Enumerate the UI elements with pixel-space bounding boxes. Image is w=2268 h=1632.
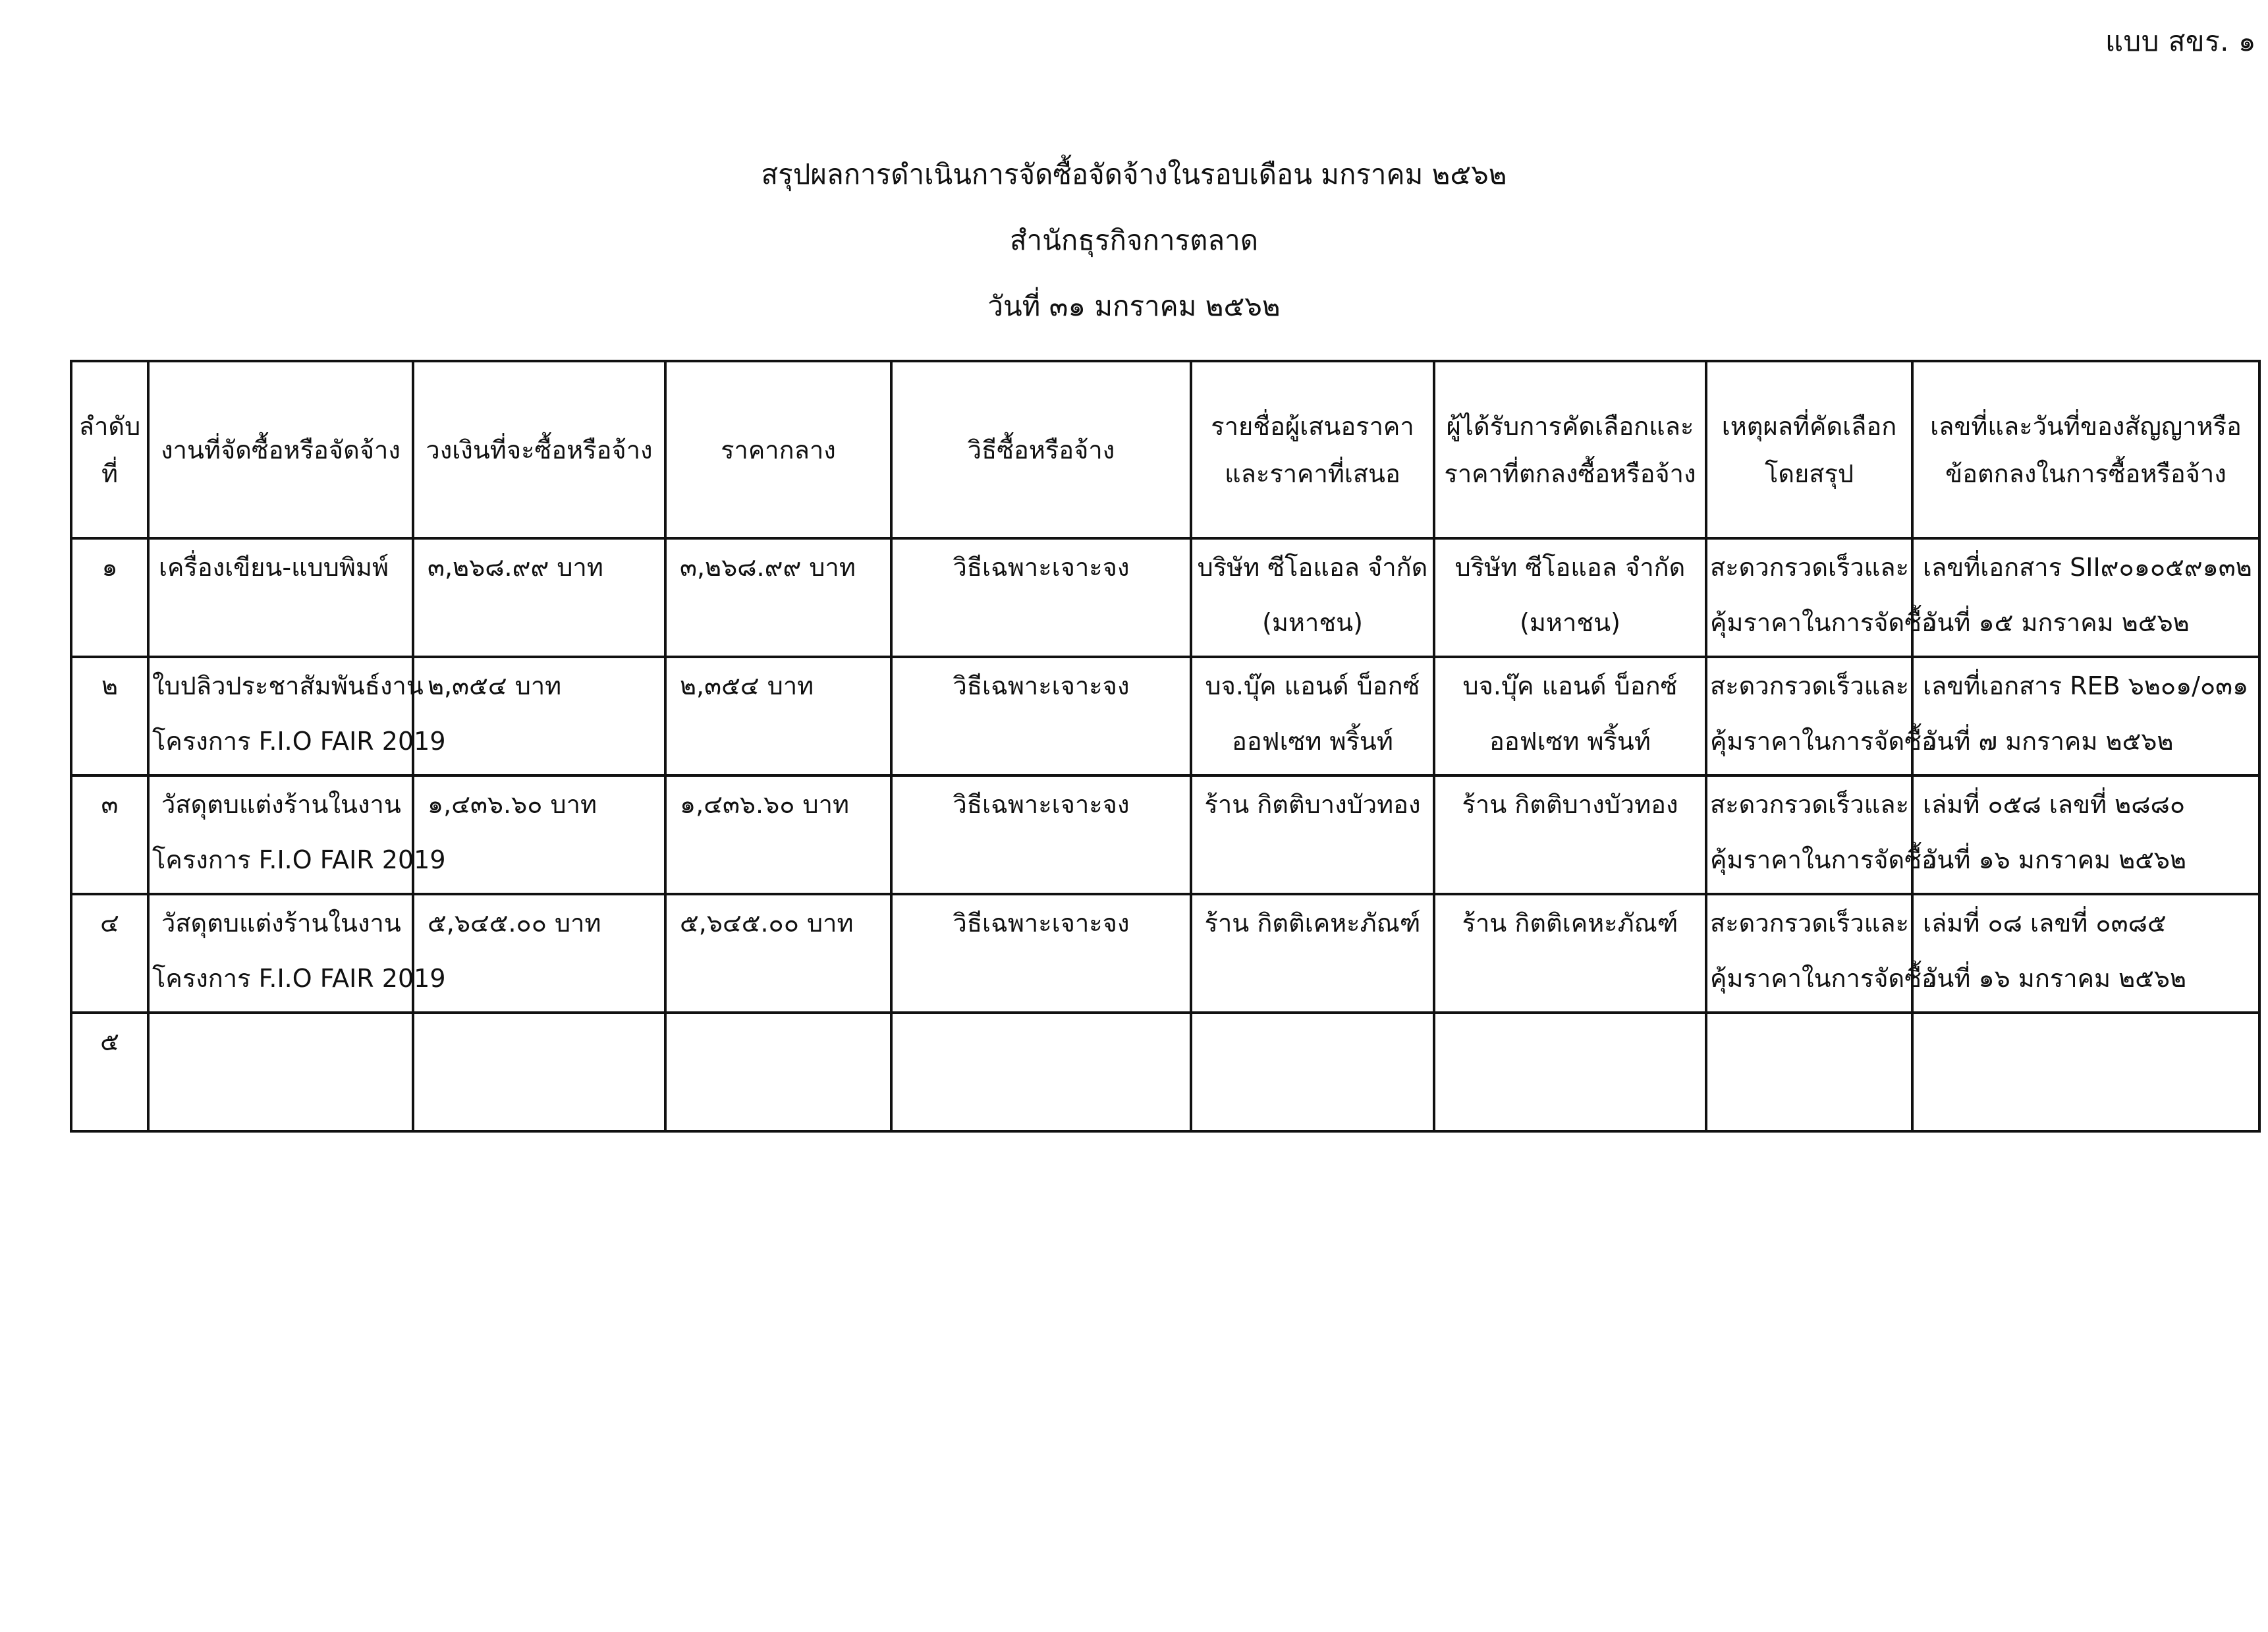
median-price-cell: ๑,๔๓๖.๖๐ บาท <box>665 775 891 894</box>
budget-cell: ๕,๖๔๕.๐๐ บาท <box>413 894 665 1013</box>
bidders-cell: บจ.บุ๊ค แอนด์ บ็อกซ์ ออฟเซท พริ้นท์ <box>1191 657 1434 775</box>
item-cell: วัสดุตบแต่งร้านในงาน โครงการ F.I.O FAIR 2019 <box>148 894 413 1013</box>
method-cell <box>891 1013 1191 1131</box>
column-header-contract: เลขที่และวันที่ของสัญญาหรือ ข้อตกลงในการซื้อหรือจ้าง <box>1912 361 2259 538</box>
contract-cell: เล่มที่ ๐๘ เลขที่ ๐๓๘๕ วันที่ ๑๖ มกราคม ๒๕๖๒ <box>1912 894 2259 1013</box>
table-row <box>71 538 2259 657</box>
budget-cell: ๑,๔๓๖.๖๐ บาท <box>413 775 665 894</box>
method-cell: วิธีเฉพาะเจาะจง <box>891 894 1191 1013</box>
procurement-table <box>70 360 2261 1133</box>
column-header-method: วิธีซื้อหรือจ้าง <box>891 361 1191 538</box>
row-number: ๔ <box>71 894 148 1013</box>
report-date: วันที่ ๓๑ มกราคม ๒๕๖๒ <box>987 290 1281 322</box>
table-row <box>71 1013 2259 1131</box>
bidders-cell: ร้าน กิตติเคหะภัณฑ์ <box>1191 894 1434 1013</box>
table-header-row <box>71 361 2259 538</box>
selected-cell <box>1434 1013 1706 1131</box>
method-cell: วิธีเฉพาะเจาะจง <box>891 657 1191 775</box>
item-cell <box>148 1013 413 1131</box>
column-header-reason: เหตุผลที่คัดเลือก โดยสรุป <box>1706 361 1912 538</box>
item-cell: เครื่องเขียน-แบบพิมพ์ <box>148 538 413 657</box>
median-price-cell: ๕,๖๔๕.๐๐ บาท <box>665 894 891 1013</box>
column-header-median-price: ราคากลาง <box>665 361 891 538</box>
contract-cell: เลขที่เอกสาร REB ๖๒๐๑/๐๓๑ วันที่ ๗ มกราคม ๒๕๖๒ <box>1912 657 2259 775</box>
median-price-cell <box>665 1013 891 1131</box>
column-header-no: ลำดับ ที่ <box>71 361 148 538</box>
reason-cell: สะดวกรวดเร็วและ คุ้มราคาในการจัดซื้อ <box>1706 657 1912 775</box>
reason-cell: สะดวกรวดเร็วและ คุ้มราคาในการจัดซื้อ <box>1706 775 1912 894</box>
contract-cell: เลขที่เอกสาร SII๙๐๑๐๕๙๑๓๒ วันที่ ๑๕ มกราคม ๒๕๖๒ <box>1912 538 2259 657</box>
bidders-cell: ร้าน กิตติบางบัวทอง <box>1191 775 1434 894</box>
agency-name: สำนักธุรกิจการตลาด <box>1009 224 1259 256</box>
table-row <box>71 775 2259 894</box>
form-code: แบบ สขร. ๑ <box>2105 25 2256 57</box>
reason-cell: สะดวกรวดเร็วและ คุ้มราคาในการจัดซื้อ <box>1706 538 1912 657</box>
column-header-bidders: รายชื่อผู้เสนอราคา และราคาที่เสนอ <box>1191 361 1434 538</box>
selected-cell: บริษัท ซีโอแอล จำกัด (มหาชน) <box>1434 538 1706 657</box>
method-cell: วิธีเฉพาะเจาะจง <box>891 775 1191 894</box>
budget-cell: ๓,๒๖๘.๙๙ บาท <box>413 538 665 657</box>
column-header-item: งานที่จัดซื้อหรือจัดจ้าง <box>148 361 413 538</box>
selected-cell: ร้าน กิตติบางบัวทอง <box>1434 775 1706 894</box>
item-cell: วัสดุตบแต่งร้านในงาน โครงการ F.I.O FAIR 2019 <box>148 775 413 894</box>
selected-cell: ร้าน กิตติเคหะภัณฑ์ <box>1434 894 1706 1013</box>
row-number: ๓ <box>71 775 148 894</box>
budget-cell: ๒,๓๕๔ บาท <box>413 657 665 775</box>
row-number: ๕ <box>71 1013 148 1131</box>
selected-cell: บจ.บุ๊ค แอนด์ บ็อกซ์ ออฟเซท พริ้นท์ <box>1434 657 1706 775</box>
median-price-cell: ๓,๒๖๘.๙๙ บาท <box>665 538 891 657</box>
row-number: ๒ <box>71 657 148 775</box>
method-cell: วิธีเฉพาะเจาะจง <box>891 538 1191 657</box>
column-header-selected: ผู้ได้รับการคัดเลือกและ ราคาที่ตกลงซื้อหรือจ้าง <box>1434 361 1706 538</box>
reason-cell <box>1706 1013 1912 1131</box>
median-price-cell: ๒,๓๕๔ บาท <box>665 657 891 775</box>
contract-cell <box>1912 1013 2259 1131</box>
contract-cell: เล่มที่ ๐๕๘ เลขที่ ๒๘๘๐ วันที่ ๑๖ มกราคม ๒๕๖๒ <box>1912 775 2259 894</box>
item-cell: ใบปลิวประชาสัมพันธ์งาน โครงการ F.I.O FAIR 2019 <box>148 657 413 775</box>
column-header-budget: วงเงินที่จะซื้อหรือจ้าง <box>413 361 665 538</box>
bidders-cell <box>1191 1013 1434 1131</box>
table-row <box>71 894 2259 1013</box>
table-row <box>71 657 2259 775</box>
bidders-cell: บริษัท ซีโอแอล จำกัด (มหาชน) <box>1191 538 1434 657</box>
reason-cell: สะดวกรวดเร็วและ คุ้มราคาในการจัดซื้อ <box>1706 894 1912 1013</box>
document-title: สรุปผลการดำเนินการจัดซื้อจัดจ้างในรอบเดือน มกราคม ๒๕๖๒ <box>761 158 1507 190</box>
row-number: ๑ <box>71 538 148 657</box>
budget-cell <box>413 1013 665 1131</box>
